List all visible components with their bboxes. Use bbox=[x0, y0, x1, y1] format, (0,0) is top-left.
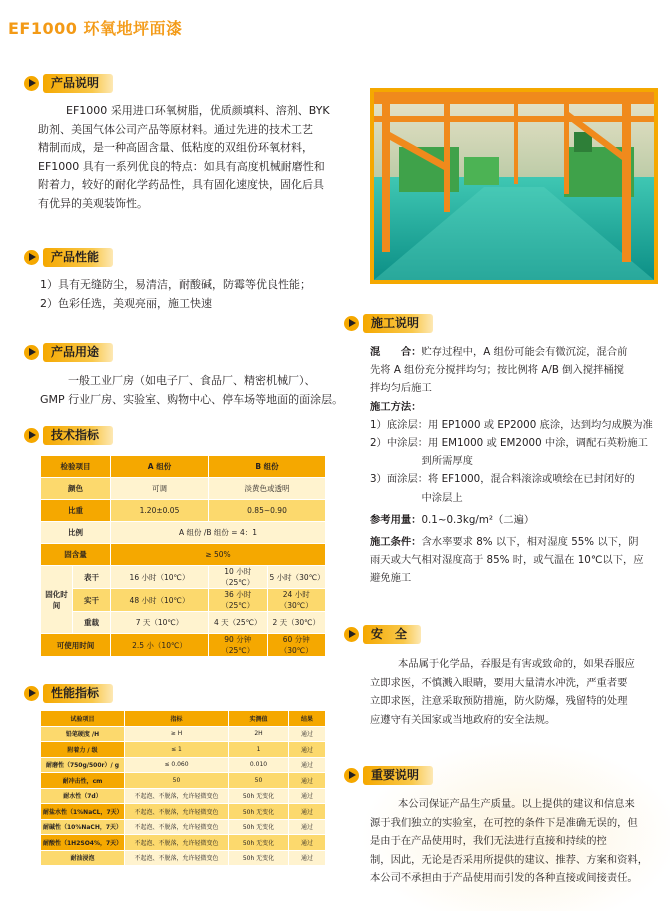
page-title: EF1000 环氧地坪面漆 bbox=[8, 19, 183, 38]
arrow-bullet-icon bbox=[24, 250, 39, 265]
section-heading-safety: 安 全 bbox=[344, 623, 421, 645]
arrow-bullet-icon bbox=[24, 428, 39, 443]
table-row: 附着力 / 级 ≤ 1 1 通过 bbox=[41, 742, 326, 758]
section-heading-tech: 技术指标 bbox=[24, 424, 113, 446]
section-heading-description: 产品说明 bbox=[24, 72, 113, 94]
tech-spec-table bbox=[40, 455, 326, 657]
section-heading-notice: 重要说明 bbox=[344, 764, 433, 786]
section-heading-performance: 产品性能 bbox=[24, 246, 113, 268]
properties-table bbox=[40, 710, 326, 866]
table-row: 比例 A 组份 /B 组份 = 4：1 bbox=[41, 522, 326, 544]
table-row: 固化时间 表干 16 小时（10℃） 10 小时（25℃） 5 小时（30℃） bbox=[41, 566, 326, 589]
table-row: 耐水性（7d） 不起泡、不脱落，允许轻微变色 50h 无变化 通过 bbox=[41, 788, 326, 804]
arrow-bullet-icon bbox=[344, 316, 359, 331]
table-row: 耐酸性（1H2SO4%，7天） 不起泡、不脱落，允许轻微变色 50h 无变化 通过 bbox=[41, 835, 326, 851]
table-row: 重载 7 天（10℃） 4 天（25℃） 2 天（30℃） bbox=[41, 612, 326, 634]
table-row: 比重 1.20±0.05 0.85~0.90 bbox=[41, 500, 326, 522]
table-row: 可使用时间 2.5 小（10℃） 90 分钟（25℃） 60 分钟（30℃） bbox=[41, 634, 326, 657]
table-row: 耐冲击性，cm 50 50 通过 bbox=[41, 773, 326, 789]
section-heading-usage: 产品用途 bbox=[24, 341, 113, 363]
construction-text: 混 合：贮存过程中，A 组份可能会有微沉淀，混合前 先将 A 组份充分搅拌均匀；按比例将 A/B 倒入搅拌桶搅 拌均匀后施工 施工方法： 1）底涂层：用 EP1000 或 EP2000 底涂，达到均匀成膜为准 2）中涂层：用 EM1000 或 EM2000 中涂，调配石英粉施工 到所需厚度 3）面涂层：将 EF1000，混合料滚涂或喷绘在已封闭好的 中涂层上 参考用量：0.1~0.3kg/m²（二遍） 施工条件：含水率要求 8% 以下，相对湿度 55% 以下，阴 雨天或大气相对湿度高于 85% 时，或气温在 10℃以下，应 避免施工 bbox=[370, 346, 653, 585]
notice-text: 本公司保证产品生产质量。以上提供的建议和信息来 源于我们独立的实验室，在可控的条件下是准确无误的，但 是由于在产品使用时，我们无法进行直接和持续的控 制，因此，无论是否采用所提供的建议、推荐、方案和资料， 本公司不承担由于产品使用而引发的各种直接或间接责任。 bbox=[370, 798, 649, 884]
arrow-bullet-icon bbox=[344, 627, 359, 642]
table-row: 耐磨性（750g/500r）/ g ≤ 0.060 0.010 通过 bbox=[41, 757, 326, 773]
table-row: 试验项目 指标 实测值 结果 bbox=[41, 711, 326, 727]
section-heading-properties: 性能指标 bbox=[24, 682, 113, 704]
table-row: 检验项目 A 组份 B 组份 bbox=[41, 456, 326, 478]
description-text: EF1000 采用进口环氧树脂，优质颜填料、溶剂、BYK 助剂、美国气体公司产品等原材料。通过先进的技术工艺 精制而成，是一种高固含量、低粘度的双组份环氧材料， EF1000 具有一系列优良的特点：如具有高度机械耐磨性和 附着力，较好的耐化学药品性，具有固化速度快，固化后具 有优异的美观装饰性。 bbox=[38, 104, 330, 210]
usage-text: 一般工业厂房（如电子厂、食品厂、精密机械厂）、 GMP 行业厂房、实验室、购物中心、停车场等地面的面涂层。 bbox=[40, 374, 344, 406]
arrow-bullet-icon bbox=[344, 768, 359, 783]
table-row: 耐碱性（10%NaCH，7天） 不起泡、不脱落，允许轻微变色 50h 无变化 通过 bbox=[41, 819, 326, 835]
arrow-bullet-icon bbox=[24, 345, 39, 360]
arrow-bullet-icon bbox=[24, 686, 39, 701]
performance-text: 1）具有无缝防尘，易清洁，耐酸碱，防霉等优良性能； 2）色彩任选，美观亮丽，施工快速 bbox=[40, 278, 311, 310]
table-row: 颜色 可调 淡黄色或透明 bbox=[41, 478, 326, 500]
table-row: 耐油浸泡 不起泡、不脱落，允许轻微变色 50h 无变化 通过 bbox=[41, 850, 326, 866]
table-row: 铅笔硬度 /H ≥ H 2H 通过 bbox=[41, 726, 326, 742]
safety-text: 本品属于化学品，吞服是有害或致命的，如果吞服应 立即求医，不慎溅入眼睛，要用大量清水冲洗，严重者要 立即求医，注意采取预防措施，防火防爆，残留特的处理 应遵守有关国家或当地政府的安全法规。 bbox=[370, 658, 635, 726]
table-row: 耐盐水性（1%NaCL，7天） 不起泡、不脱落，允许轻微变色 50h 无变化 通过 bbox=[41, 804, 326, 820]
table-row: 实干 48 小时（10℃） 36 小时（25℃） 24 小时（30℃） bbox=[41, 589, 326, 612]
section-heading-construction: 施工说明 bbox=[344, 312, 433, 334]
table-row: 固含量 ≥ 50% bbox=[41, 544, 326, 566]
factory-floor-photo bbox=[370, 88, 658, 284]
arrow-bullet-icon bbox=[24, 76, 39, 91]
